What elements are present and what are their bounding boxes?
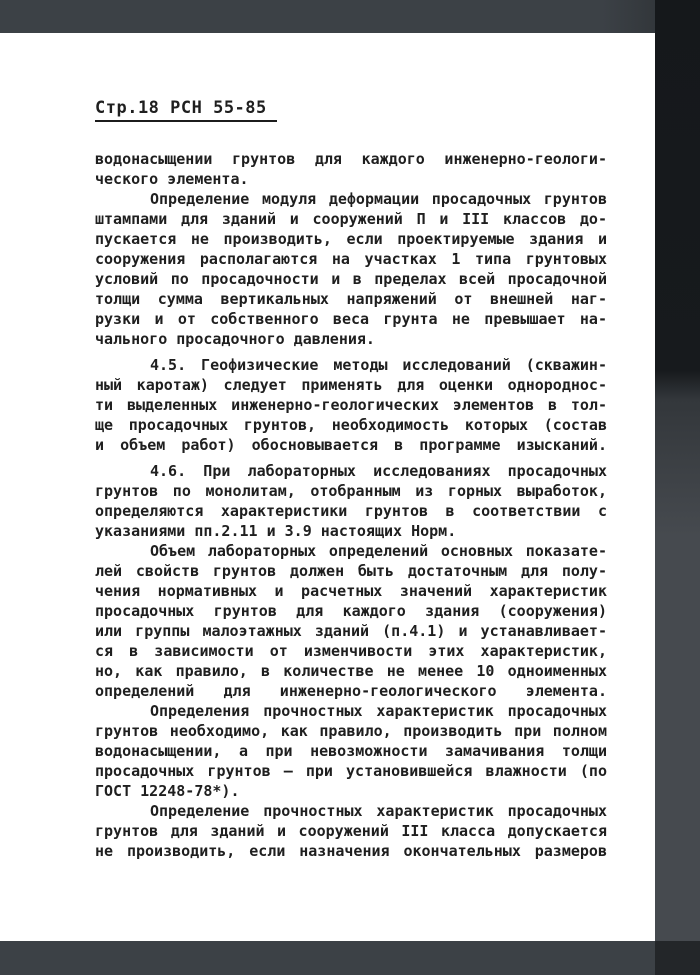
text-line: ще просадочных грунтов, необходимость которых (состав xyxy=(95,416,607,434)
page-header xyxy=(95,98,277,122)
text-line: 4.5. Геофизические методы исследований (скважин- xyxy=(150,356,607,374)
text-line: или группы малоэтажных зданий (п.4.1) и устанавливает- xyxy=(95,622,607,640)
text-line: грунтов для зданий и сооружений III класса допускается xyxy=(95,822,607,840)
text-line: указаниями пп.2.11 и 3.9 настоящих Норм. xyxy=(95,522,457,540)
text-line: условий по просадочности и в пределах всей просадочной xyxy=(95,270,607,288)
text-line: просадочных грунтов – при установившейся влажности (по xyxy=(95,762,607,780)
text-line: грунтов необходимо, как правило, производить при полном xyxy=(95,722,607,740)
text-line: грунтов по монолитам, отобранным из горных выработок, xyxy=(95,482,607,500)
paragraph xyxy=(95,541,607,701)
text-line: сооружения располагаются на участках 1 типа грунтовых xyxy=(95,250,607,268)
scan-border-bottom xyxy=(0,941,700,975)
text-line: но, как правило, в количестве не менее 10 одноименных xyxy=(95,662,607,680)
paragraph xyxy=(95,149,607,189)
text-line: толщи сумма вертикальных напряжений от внешней наг- xyxy=(95,290,607,308)
text-line: лей свойств грунтов должен быть достаточным для полу- xyxy=(95,562,607,580)
text-line: чального просадочного давления. xyxy=(95,330,375,348)
document-body xyxy=(95,149,607,861)
text-line: Определение модуля деформации просадочных грунтов xyxy=(150,190,607,208)
paragraph xyxy=(95,355,607,455)
text-line: не производить, если назначения окончательных размеров xyxy=(95,842,607,860)
text-line: 4.6. При лабораторных исследованиях просадочных xyxy=(150,462,607,480)
text-line: Определение прочностных характеристик просадочных xyxy=(150,802,607,820)
text-line: ный каротаж) следует применять для оценки однороднос- xyxy=(95,376,607,394)
text-line: водонасыщении, а при невозможности замачивания толщи xyxy=(95,742,607,760)
text-line: определяются характеристики грунтов в соответствии с xyxy=(95,502,607,520)
page-number-header: Стр.18 РСН 55-85 xyxy=(95,98,277,122)
text-line: Определения прочностных характеристик просадочных xyxy=(150,702,607,720)
text-line: ти выделенных инженерно-геологических элементов в тол- xyxy=(95,396,607,414)
paragraph xyxy=(95,189,607,349)
paragraph xyxy=(95,461,607,541)
text-line: определений для инженерно-геологического элемента. xyxy=(95,682,607,700)
text-line: ческого элемента. xyxy=(95,170,249,188)
text-line: рузки и от собственного веса грунта не превышает на- xyxy=(95,310,607,328)
paragraph xyxy=(95,701,607,801)
text-line: штампами для зданий и сооружений П и III классов до- xyxy=(95,210,607,228)
text-line: просадочных грунтов для каждого здания (сооружения) xyxy=(95,602,607,620)
text-line: чения нормативных и расчетных значений характеристик xyxy=(95,582,607,600)
scan-border-right xyxy=(655,0,700,975)
text-line: ся в зависимости от изменчивости этих характеристик, xyxy=(95,642,607,660)
paragraph xyxy=(95,801,607,861)
text-line: пускается не производить, если проектируемые здания и xyxy=(95,230,607,248)
text-line: и объем работ) обосновывается в программе изысканий. xyxy=(95,436,607,454)
scan-border-corner xyxy=(655,941,700,975)
text-line: Объем лабораторных определений основных показате- xyxy=(150,542,607,560)
text-line: ГОСТ 12248-78*). xyxy=(95,782,240,800)
text-line: водонасыщении грунтов для каждого инженерно-геологи- xyxy=(95,150,607,168)
scan-border-top xyxy=(0,0,700,33)
